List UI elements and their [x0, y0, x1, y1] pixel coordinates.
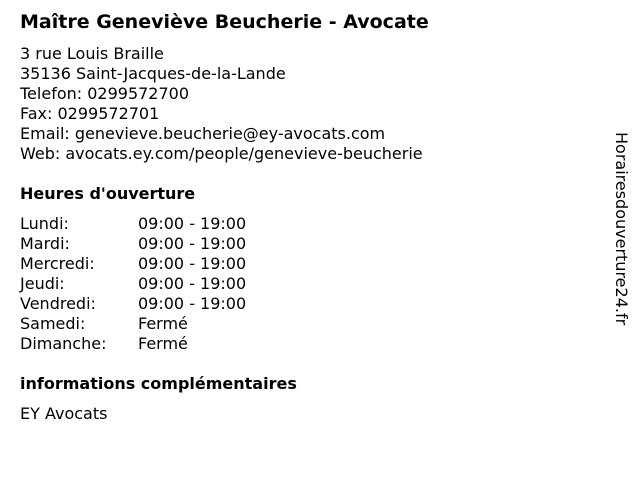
day-label: Mardi: — [20, 234, 70, 253]
day-label: Mercredi: — [20, 254, 95, 273]
hours-heading: Heures d'ouverture — [20, 184, 196, 203]
page-title: Maître Geneviève Beucherie - Avocate — [20, 11, 429, 33]
opening-time: Fermé — [138, 314, 188, 333]
opening-time: 09:00 - 19:00 — [138, 234, 247, 253]
opening-time: 09:00 - 19:00 — [138, 274, 247, 293]
opening-time: 09:00 - 19:00 — [138, 254, 247, 273]
city-address: 35136 Saint-Jacques-de-la-Lande — [20, 64, 286, 83]
day-label: Vendredi: — [20, 294, 96, 313]
street-address: 3 rue Louis Braille — [20, 44, 164, 63]
contact-block — [20, 44, 423, 164]
opening-time: 09:00 - 19:00 — [138, 214, 247, 233]
site-watermark: Horairesdouverture24.fr — [612, 132, 631, 326]
day-label: Lundi: — [20, 214, 69, 233]
day-label: Samedi: — [20, 314, 86, 333]
phone-number: Telefon: 0299572700 — [20, 84, 190, 103]
fax-number: Fax: 0299572701 — [20, 104, 160, 123]
day-label: Jeudi: — [20, 274, 65, 293]
opening-time: Fermé — [138, 334, 188, 353]
extra-info-heading: informations complémentaires — [20, 374, 297, 393]
extra-info-text: EY Avocats — [20, 404, 108, 423]
day-label: Dimanche: — [20, 334, 107, 353]
email-address: Email: genevieve.beucherie@ey-avocats.com — [20, 124, 386, 143]
website: Web: avocats.ey.com/people/genevieve-beucherie — [20, 144, 423, 163]
opening-time: 09:00 - 19:00 — [138, 294, 247, 313]
